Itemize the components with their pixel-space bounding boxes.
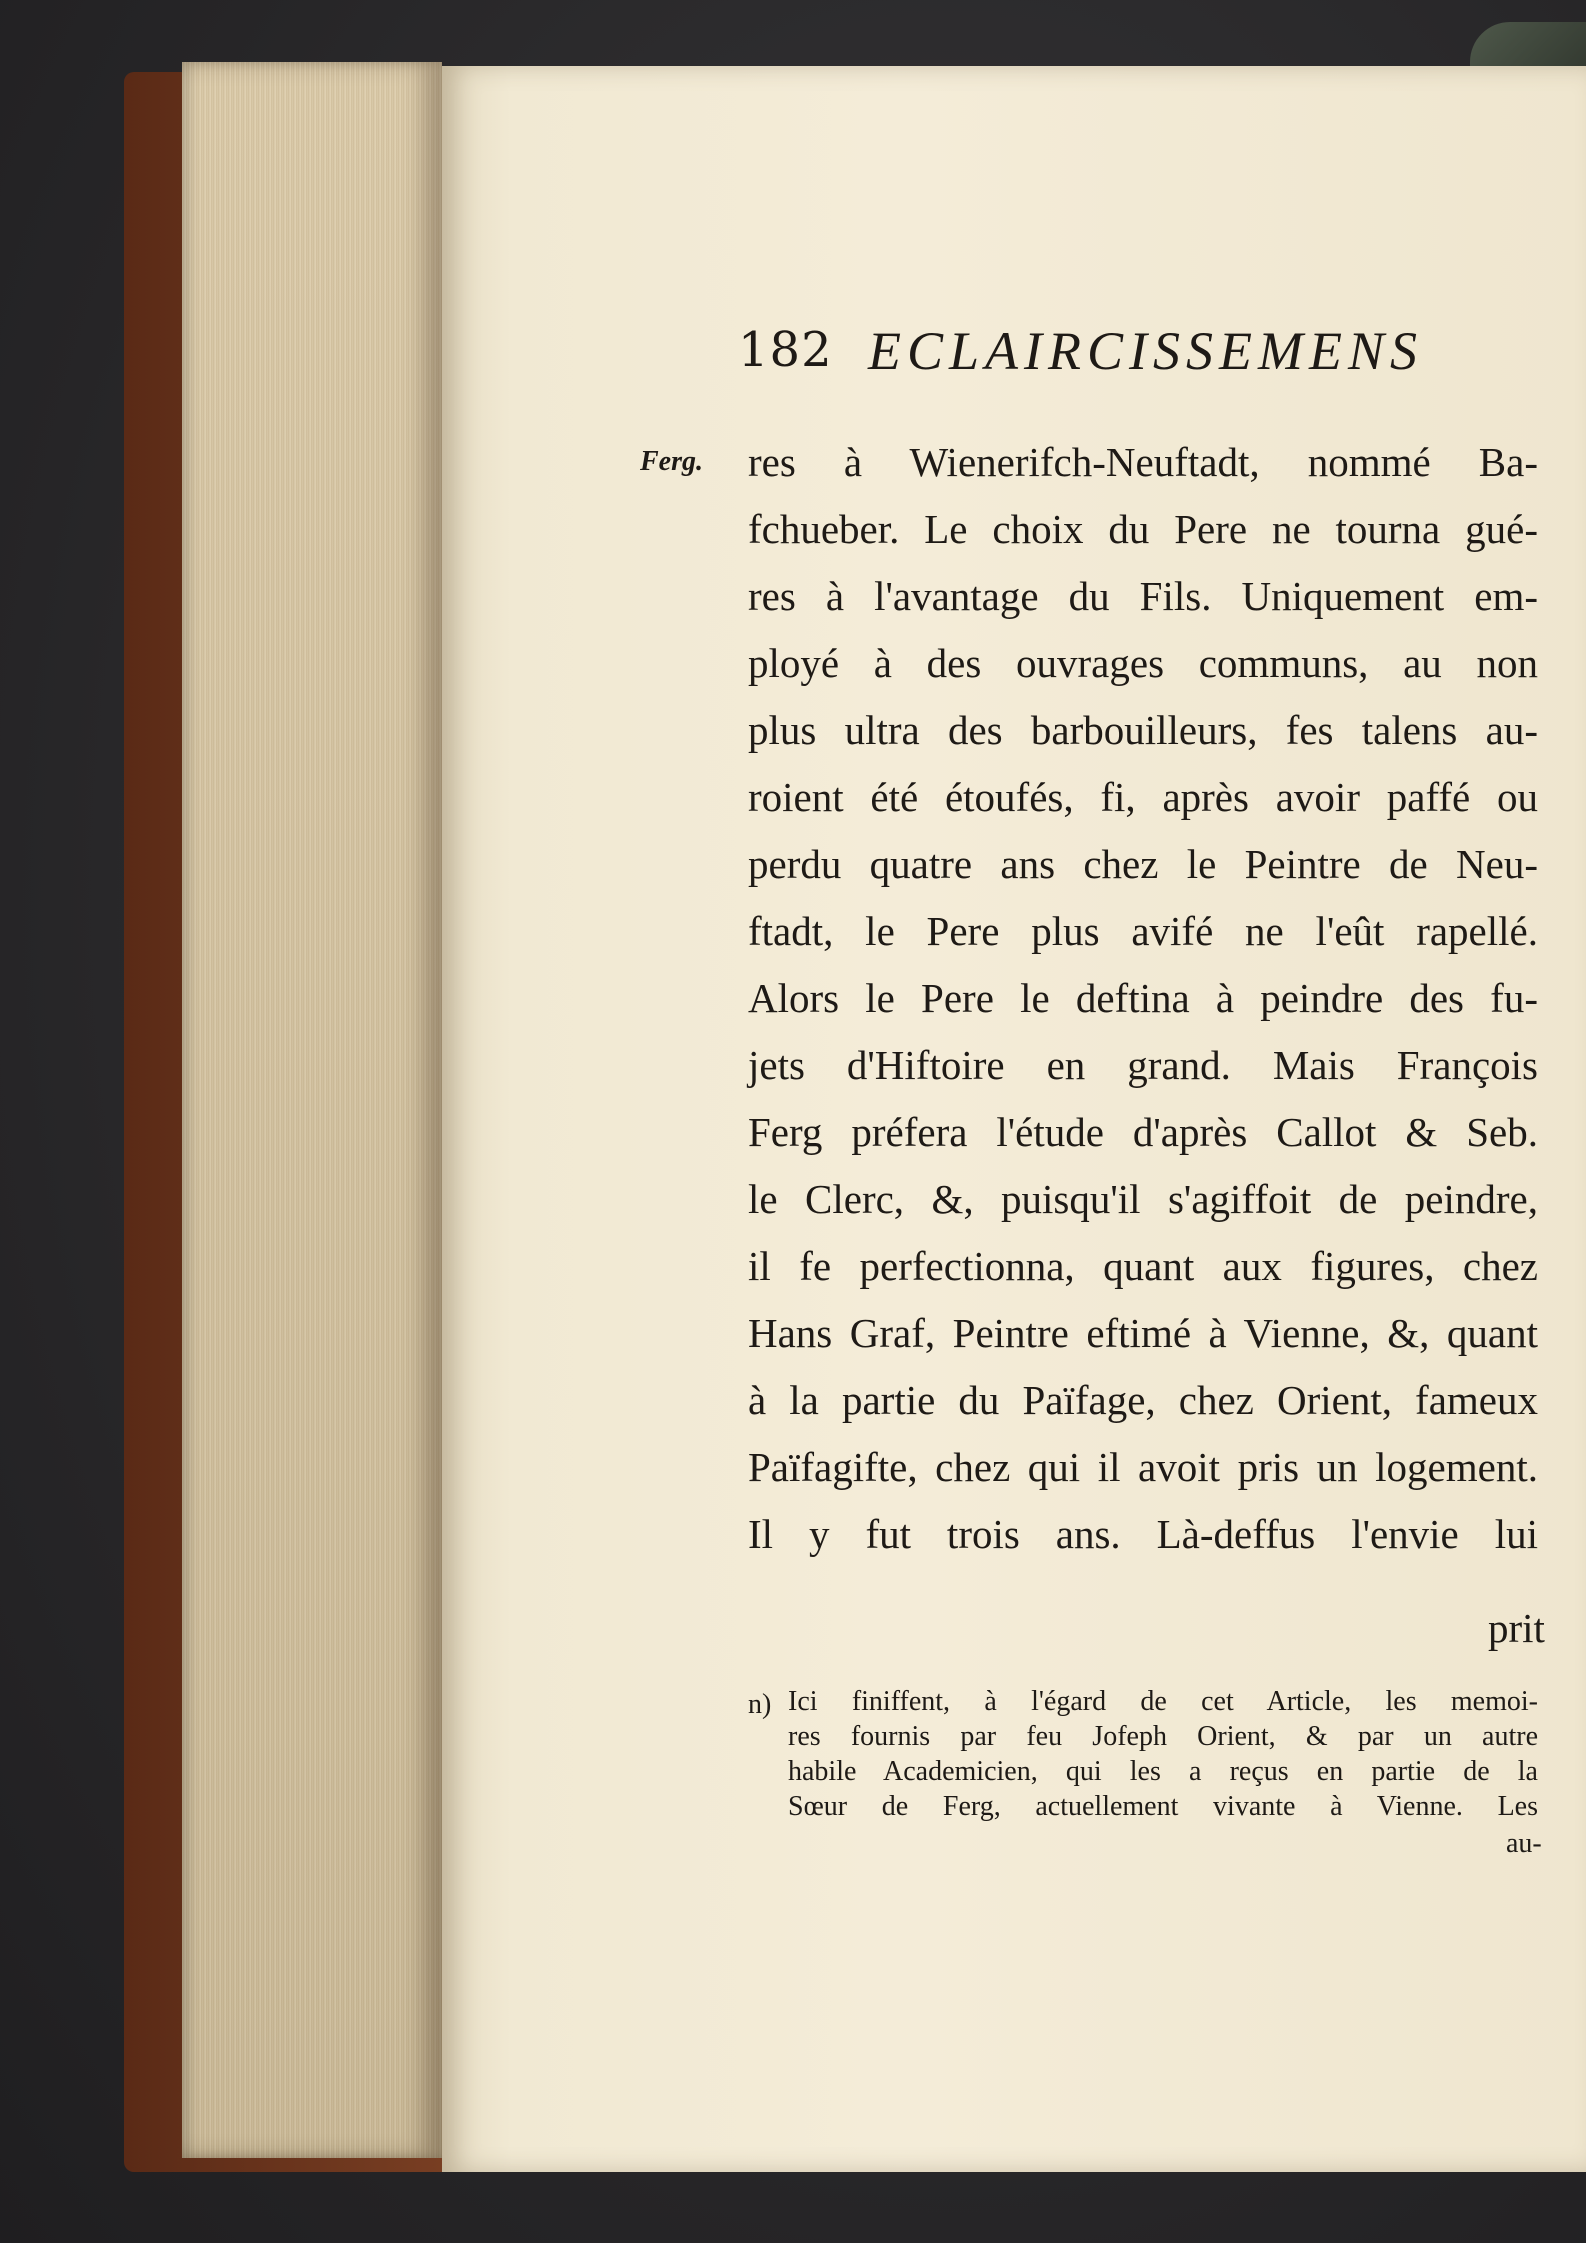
footnote-catchword: au-	[1506, 1828, 1542, 1859]
body-line: Païfagifte, chez qui il avoit pris un logement.	[748, 1444, 1538, 1490]
footnote-line: Sœur de Ferg, actuellement vivante à Vienne. Les	[788, 1791, 1538, 1822]
body-line: roient été étoufés, fi, après avoir paffé ou	[748, 774, 1538, 820]
page-number: 182	[738, 322, 833, 378]
body-line: res à Wienerifch-Neuftadt, nommé Ba-	[748, 439, 1538, 485]
body-line: plus ultra des barbouilleurs, fes talens au-	[748, 707, 1538, 753]
body-line: ployé à des ouvrages communs, au non	[748, 640, 1538, 686]
margin-note: Ferg.	[640, 446, 703, 477]
body-line: jets d'Hiftoire en grand. Mais François	[748, 1042, 1538, 1088]
footnote-line: habile Academicien, qui les a reçus en partie de la	[788, 1756, 1538, 1787]
body-line: res à l'avantage du Fils. Uniquement em-	[748, 573, 1538, 619]
body-line: à la partie du Païfage, chez Orient, fameux	[748, 1377, 1538, 1423]
footnote-mark: n)	[748, 1689, 772, 1720]
body-line: il fe perfectionna, quant aux figures, chez	[748, 1243, 1538, 1289]
body-line: fchueber. Le choix du Pere ne tourna gué-	[748, 506, 1538, 552]
body-line: perdu quatre ans chez le Peintre de Neu-	[748, 841, 1538, 887]
body-line: Il y fut trois ans. Là-deffus l'envie lui	[748, 1511, 1538, 1557]
footnote-line: Ici finiffent, à l'égard de cet Article, les memoi-	[788, 1686, 1538, 1717]
body-line: Hans Graf, Peintre eftimé à Vienne, &, quant	[748, 1310, 1538, 1356]
body-line: le Clerc, &, puisqu'il s'agiffoit de peindre,	[748, 1176, 1538, 1222]
body-line: ftadt, le Pere plus avifé ne l'eût rapellé.	[748, 908, 1538, 954]
running-head: ECLAIRCISSEMENS	[868, 321, 1423, 381]
body-line: Alors le Pere le deftina à peindre des fu-	[748, 975, 1538, 1021]
body-line: Ferg préfera l'étude d'après Callot & Seb.	[748, 1109, 1538, 1155]
footnote-line: res fournis par feu Jofeph Orient, & par un autre	[788, 1721, 1538, 1752]
catchword: prit	[1488, 1605, 1545, 1651]
